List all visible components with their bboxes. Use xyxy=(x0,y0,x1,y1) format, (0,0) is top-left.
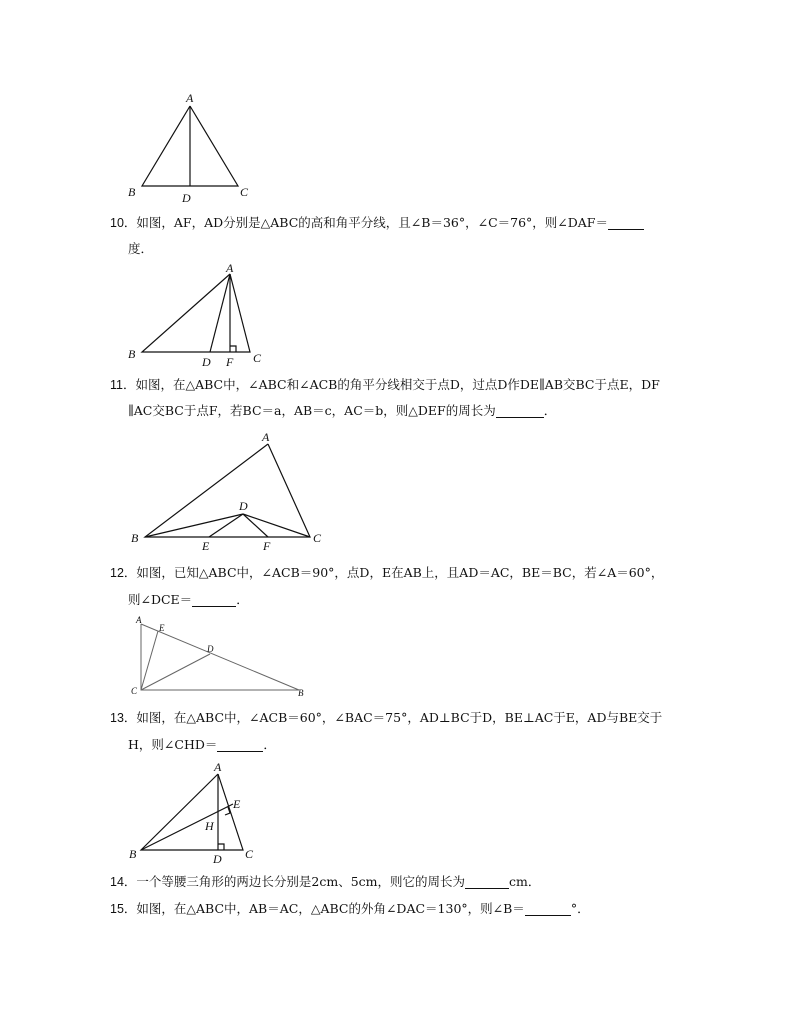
label-c: C xyxy=(253,351,262,365)
question-text: 如图，在△ABC中，AB＝AC，△ABC的外角∠DAC＝130°，则∠B＝ xyxy=(136,901,525,916)
question-number: 14． xyxy=(110,875,137,889)
question-text-end: ． xyxy=(263,737,276,752)
answer-blank xyxy=(496,403,544,418)
label-a: A xyxy=(226,262,234,275)
question-number: 15． xyxy=(110,902,137,916)
question-text-end: ． xyxy=(236,592,249,607)
label-a: A xyxy=(214,760,222,774)
question-14 xyxy=(110,869,700,895)
label-e: E xyxy=(233,797,241,811)
question-text: 一个等腰三角形的两边长分别是2cm、5cm，则它的周长为 xyxy=(136,874,466,889)
question-text: 如图，在△ABC中，∠ACB＝60°，∠BAC＝75°，AD⊥BC于D，BE⊥AC于E，AD与BE交于 xyxy=(136,710,663,725)
label-d: D xyxy=(213,852,222,866)
question-text: ∥AC交BC于点F，若BC＝a，AB＝c，AC＝b，则△DEF的周长为 xyxy=(128,403,496,418)
question-10 xyxy=(110,210,700,236)
label-d: D xyxy=(182,191,191,205)
question-text: 如图，在△ABC中，∠ABC和∠ACB的角平分线相交于点D，过点D作DE∥AB交BC于点E，DF xyxy=(135,377,660,392)
question-15 xyxy=(110,896,700,922)
label-a: A xyxy=(136,615,142,625)
question-number: 11． xyxy=(110,378,136,392)
answer-blank xyxy=(608,215,644,230)
label-c: C xyxy=(245,847,254,861)
question-number: 13． xyxy=(110,711,137,725)
label-e: E xyxy=(202,539,210,553)
label-c: C xyxy=(313,531,322,545)
question-number: 12． xyxy=(110,566,137,580)
question-11-cont xyxy=(128,398,556,424)
question-text: 如图，已知△ABC中，∠ACB＝90°，点D，E在AB上，且AD＝AC，BE＝BC，若∠A＝60°， xyxy=(136,565,664,580)
question-text: 则∠DCE＝ xyxy=(128,592,193,607)
label-a: A xyxy=(186,91,194,105)
label-d: D xyxy=(239,499,248,513)
question-text-end: °． xyxy=(570,901,590,916)
question-13 xyxy=(110,705,700,731)
question-text: 如图，AF，AD分别是△ABC的高和角平分线，且∠B＝36°，∠C＝76°，则∠DAF＝ xyxy=(136,215,608,230)
label-b: B xyxy=(128,347,136,361)
label-d: D xyxy=(207,644,214,654)
question-11 xyxy=(110,372,700,398)
question-text-end: cm． xyxy=(509,874,541,889)
figure-q9 xyxy=(120,88,260,208)
answer-blank xyxy=(192,592,236,607)
label-b: B xyxy=(298,688,304,698)
answer-blank xyxy=(217,737,263,752)
label-h: H xyxy=(205,819,214,833)
label-c: C xyxy=(131,686,138,696)
answer-blank xyxy=(465,874,509,889)
question-10-cont: 度． xyxy=(128,241,154,256)
label-c: C xyxy=(240,185,249,199)
question-13-cont xyxy=(128,732,276,758)
question-12 xyxy=(110,560,700,586)
label-e: E xyxy=(159,623,165,633)
label-a: A xyxy=(262,430,270,444)
question-number: 10． xyxy=(110,216,137,230)
question-12-cont xyxy=(128,587,249,613)
question-text-end: ． xyxy=(543,403,557,418)
figure-q10 xyxy=(120,262,270,372)
label-b: B xyxy=(129,847,137,861)
label-f: F xyxy=(226,355,234,369)
label-b: B xyxy=(128,185,136,199)
figure-q13 xyxy=(125,758,265,866)
question-text: H，则∠CHD＝ xyxy=(128,737,218,752)
figure-q12 xyxy=(125,614,310,700)
label-f: F xyxy=(263,539,271,553)
figure-q11 xyxy=(125,428,335,554)
label-d: D xyxy=(202,355,211,369)
label-b: B xyxy=(131,531,139,545)
answer-blank xyxy=(525,901,571,916)
